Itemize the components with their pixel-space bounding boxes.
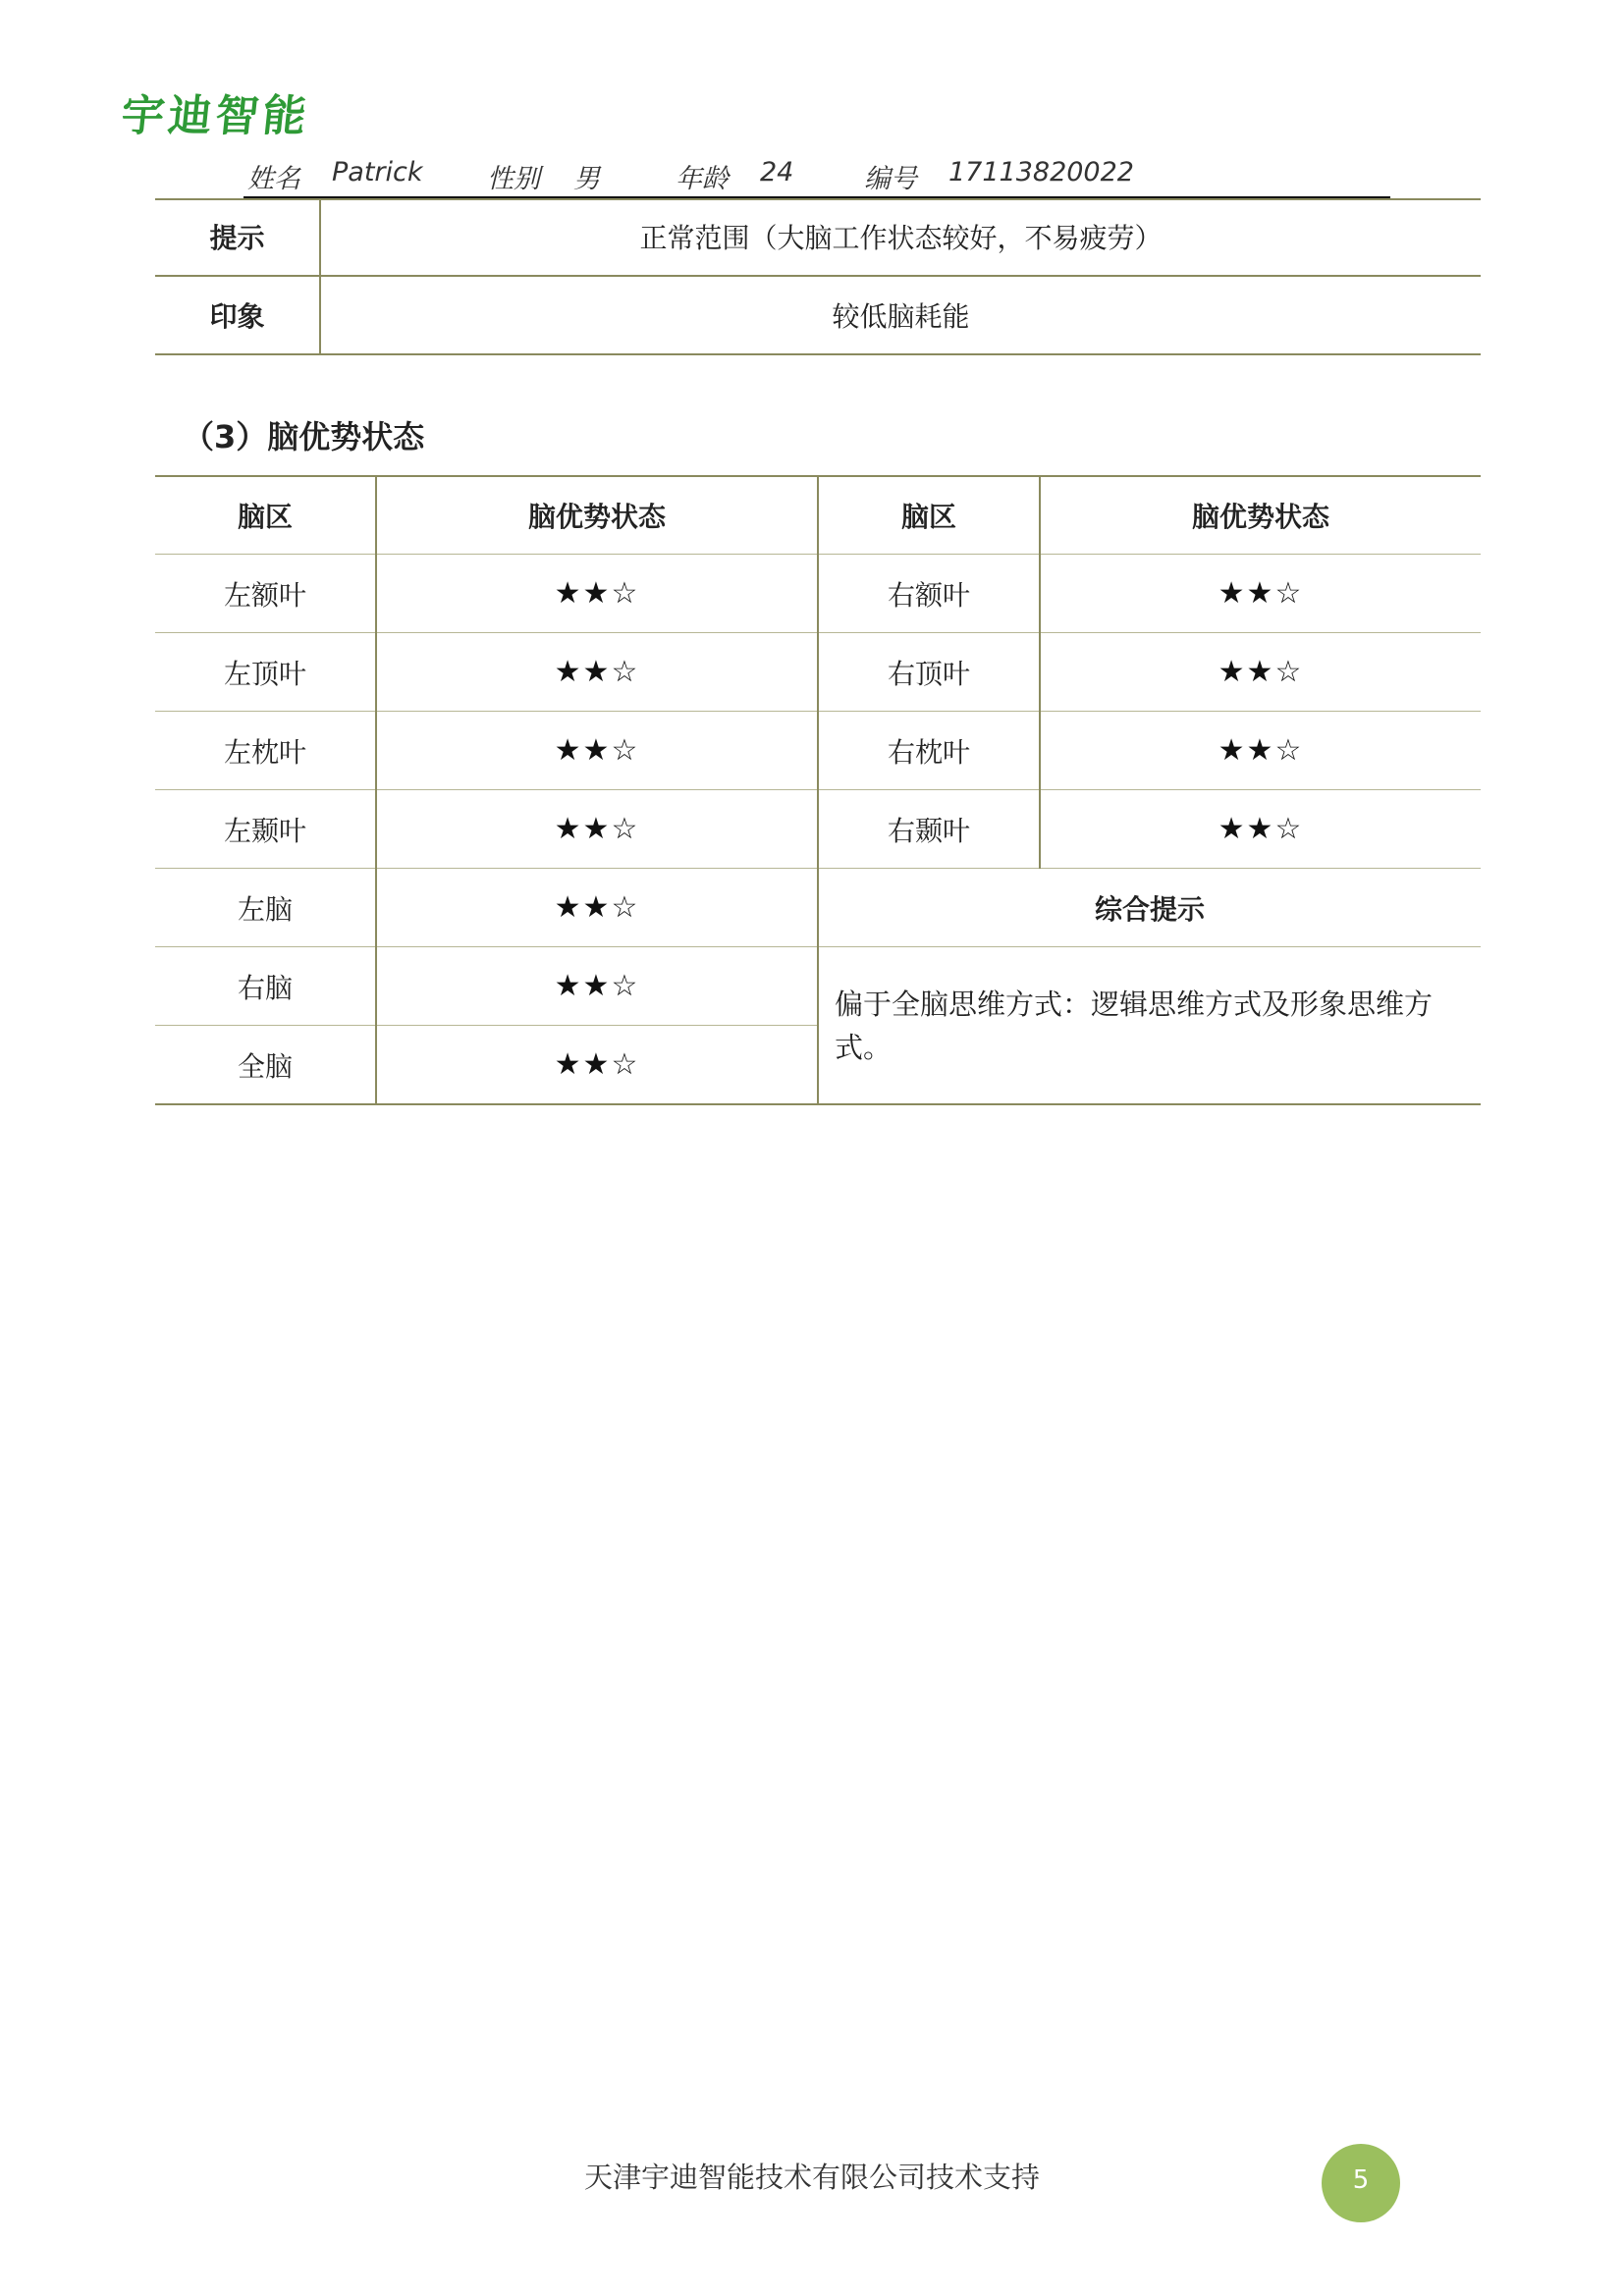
star-rating: ★★☆: [376, 712, 818, 790]
table-row: [155, 790, 1481, 869]
star-rating: ★★☆: [376, 790, 818, 869]
summary-text: 偏于全脑思维方式：逻辑思维方式及形象思维方式。: [835, 987, 1434, 1064]
section-title: （3）脑优势状态: [183, 418, 425, 455]
star-rating: ★★☆: [376, 869, 818, 947]
region-cell: 右顶叶: [818, 633, 1040, 712]
brain-dominance-table: [155, 475, 1481, 1105]
name-label: 姓名: [247, 164, 300, 194]
age-value: 24: [760, 157, 794, 187]
table-row: [155, 869, 1481, 947]
region-cell: 右额叶: [818, 555, 1040, 633]
table-header-row: [155, 476, 1481, 555]
star-rating: ★★☆: [376, 633, 818, 712]
impression-label: 印象: [155, 276, 320, 354]
impression-value: 较低脑耗能: [320, 276, 1481, 354]
gender-value: 男: [573, 164, 600, 194]
region-cell: 右脑: [155, 947, 376, 1026]
star-rating: ★★☆: [376, 947, 818, 1026]
table-row: [155, 276, 1481, 354]
company-logo: 宇迪智能: [118, 91, 313, 141]
column-header: 脑区: [818, 476, 1040, 555]
star-rating: ★★☆: [1040, 555, 1481, 633]
age-label: 年龄: [676, 164, 729, 194]
column-header: 脑区: [155, 476, 376, 555]
patient-info-line: [244, 155, 1390, 198]
table-row: [155, 712, 1481, 790]
summary-table: [155, 198, 1481, 355]
star-rating: ★★☆: [1040, 790, 1481, 869]
region-cell: 左额叶: [155, 555, 376, 633]
table-row: [155, 947, 1481, 1026]
table-row: [155, 555, 1481, 633]
star-rating: ★★☆: [1040, 712, 1481, 790]
hint-value: 正常范围（大脑工作状态较好，不易疲劳）: [320, 198, 1481, 276]
footer-text: 天津宇迪智能技术有限公司技术支持: [583, 2161, 1040, 2194]
hint-label: 提示: [155, 198, 320, 276]
region-cell: 全脑: [155, 1026, 376, 1105]
name-value: Patrick: [332, 157, 423, 187]
summary-title: 综合提示: [818, 869, 1481, 947]
star-rating: ★★☆: [1040, 633, 1481, 712]
region-cell: 左顶叶: [155, 633, 376, 712]
region-cell: 右枕叶: [818, 712, 1040, 790]
column-header: 脑优势状态: [1040, 476, 1481, 555]
page-number-badge: 5: [1322, 2144, 1400, 2222]
star-rating: ★★☆: [376, 1026, 818, 1105]
region-cell: 右颞叶: [818, 790, 1040, 869]
column-header: 脑优势状态: [376, 476, 818, 555]
region-cell: 左枕叶: [155, 712, 376, 790]
region-cell: 左脑: [155, 869, 376, 947]
table-row: [155, 633, 1481, 712]
region-cell: 左颞叶: [155, 790, 376, 869]
id-label: 编号: [864, 164, 917, 194]
table-row: [155, 198, 1481, 276]
gender-label: 性别: [487, 164, 540, 194]
id-value: 17113820022: [948, 157, 1134, 187]
star-rating: ★★☆: [376, 555, 818, 633]
